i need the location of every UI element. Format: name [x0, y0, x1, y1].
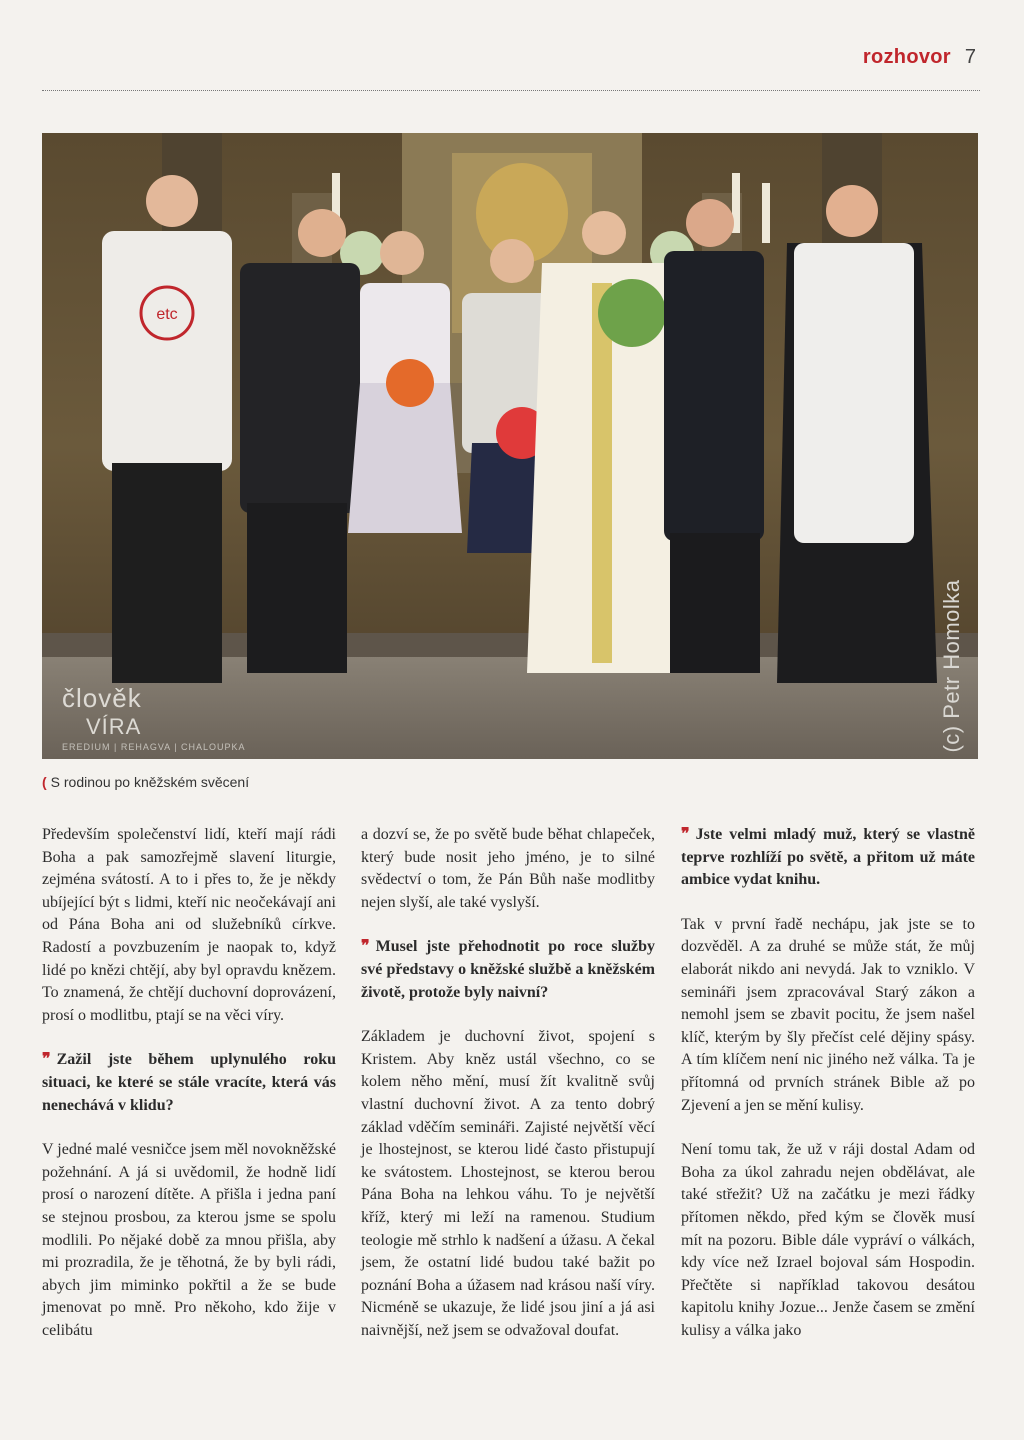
- text-column-3: [681, 824, 975, 1342]
- text-column-1: [42, 824, 336, 1342]
- paragraph: Základem je duchovní život, spojení s Kristem. Aby kněz ustál všechno, co se kolem něho mění, musí žít kvalitně svůj vlastní duchovní život. A za tento dobrý základ vděčím semináři. Zajisté největší věcí je lhostejnost, se kterou lidé často přistupují ke svátostem. Lhostejnost, se kterou berou Pána Boha na lehkou váhu. To je největší kříž, který mi leží na ramenou. Studium teologie mě strhlo k nadšení a úžasu. A čekal jsem, že ostatní lidé budou také bažit po poznání Boha a úžasem nad krásou naší víry. Nicméně se ukazuje, že lidé jsou jiní a já asi naivnější, než jsem se odvažoval doufat.: [361, 1028, 655, 1339]
- logo-word-clovek: člověk: [62, 683, 142, 713]
- logo-word-vira: VÍRA: [86, 714, 142, 739]
- paragraph: Není tomu tak, že už v ráji dostal Adam od Boha za úkol zahradu nejen obdělávat, ale také střežit? Už na začátku je mezi řádky přítomen někdo, před kým se člověk musí mít na pozoru. Bible dále vypráví o válkách, kdy více než Izrael bojoval sám Hospodin. Přečtěte si například takovou desátou kapitolu knihy Jozue... Jenže časem se změní kulisy a válka jako: [681, 1141, 975, 1339]
- interview-question: [681, 824, 975, 892]
- family-photo: [42, 133, 978, 759]
- photo-credit: [932, 581, 972, 751]
- question-text: Jste velmi mladý muž, který se vlastně teprve rozhlíží po světě, a přitom už máte ambice vydat knihu.: [681, 826, 975, 889]
- caption-marker-icon: (: [42, 774, 47, 790]
- shirt-logo: etc: [156, 306, 178, 323]
- clovek-a-vira-logo: [62, 683, 246, 752]
- paragraph: a dozví se, že po světě bude běhat chlapeček, který bude nosit jeho jméno, je to silné svědectví o tom, že Pán Bůh naše modlitby nejen slyší, ale také vyslyší.: [361, 826, 655, 911]
- photo-caption: [42, 774, 249, 790]
- quote-mark-icon: ❞: [681, 826, 690, 843]
- question-text: Musel jste přehodnotit po roce služby své představy o kněžské službě a kněžském životě, protože byly naivní?: [361, 938, 655, 1001]
- logo-subtitle: EREDIUM | REHAGVA | CHALOUPKA: [62, 742, 246, 752]
- caption-text: S rodinou po kněžském svěcení: [50, 774, 250, 790]
- paragraph: Tak v první řadě nechápu, jak jste se to dozvěděl. A za druhé se může stát, že můj elaborát nikdo ani nevydá. Jak to vzniklo. V semináři jsem zpracovával Starý zákon a nemohl jsem se zbavit pocitu, že jsem našel klíč, kterým by šly přečíst celé dějiny spásy. A tím klíčem není nic jiného než válka. Ta je přítomná od prvních stránek Bible až po Zjevení a jen se mění kulisy.: [681, 915, 975, 1114]
- page-number: 7: [964, 46, 976, 68]
- header-rule: [42, 90, 980, 91]
- paragraph: V jedné malé vesničce jsem měl novokněžské požehnání. A já si uvědomil, že hodně lidí prosí o narození dítěte. A přišla i jedna paní se stejnou prosbou, za kterou jsme se spolu modlili. Po nějaké době za mnou přišla, aby mi prozradila, že je těhotná, že by byli rádi, abych jim miminko pokřtil a že se bude jmenovat po mně. Pro někoho, kdo žije v celibátu: [42, 1141, 336, 1339]
- quote-mark-icon: ❞: [42, 1051, 51, 1069]
- page-header: [863, 46, 976, 86]
- interview-question: [361, 936, 655, 1004]
- photo-illustration: [42, 133, 978, 759]
- question-text: Zažil jste během uplynulého roku situaci, ke které se stále vracíte, která vás nenechává v klidu?: [42, 1051, 336, 1114]
- section-title: rozhovor: [862, 46, 951, 68]
- interview-question: [42, 1049, 336, 1117]
- photo-credit-text: (c) Petr Homolka: [939, 579, 964, 753]
- paragraph: Především společenství lidí, kteří mají rádi Boha a pak samozřejmě slavení liturgie, zejména svátostí. A to i přes to, že je někdy ubíjející být s lidmi, kteří nic neočekávají ani od Pána Boha ani od služebníků církve. Radostí a povzbuzením je naopak to, když lidé po knězi chtějí, aby byl opravdu knězem. To znamená, že chtějí duchovní doprovázení, prosí o modlitbu, ptají se na věci víry.: [42, 826, 336, 1024]
- quote-mark-icon: ❞: [361, 938, 370, 956]
- text-column-2: [361, 824, 655, 1342]
